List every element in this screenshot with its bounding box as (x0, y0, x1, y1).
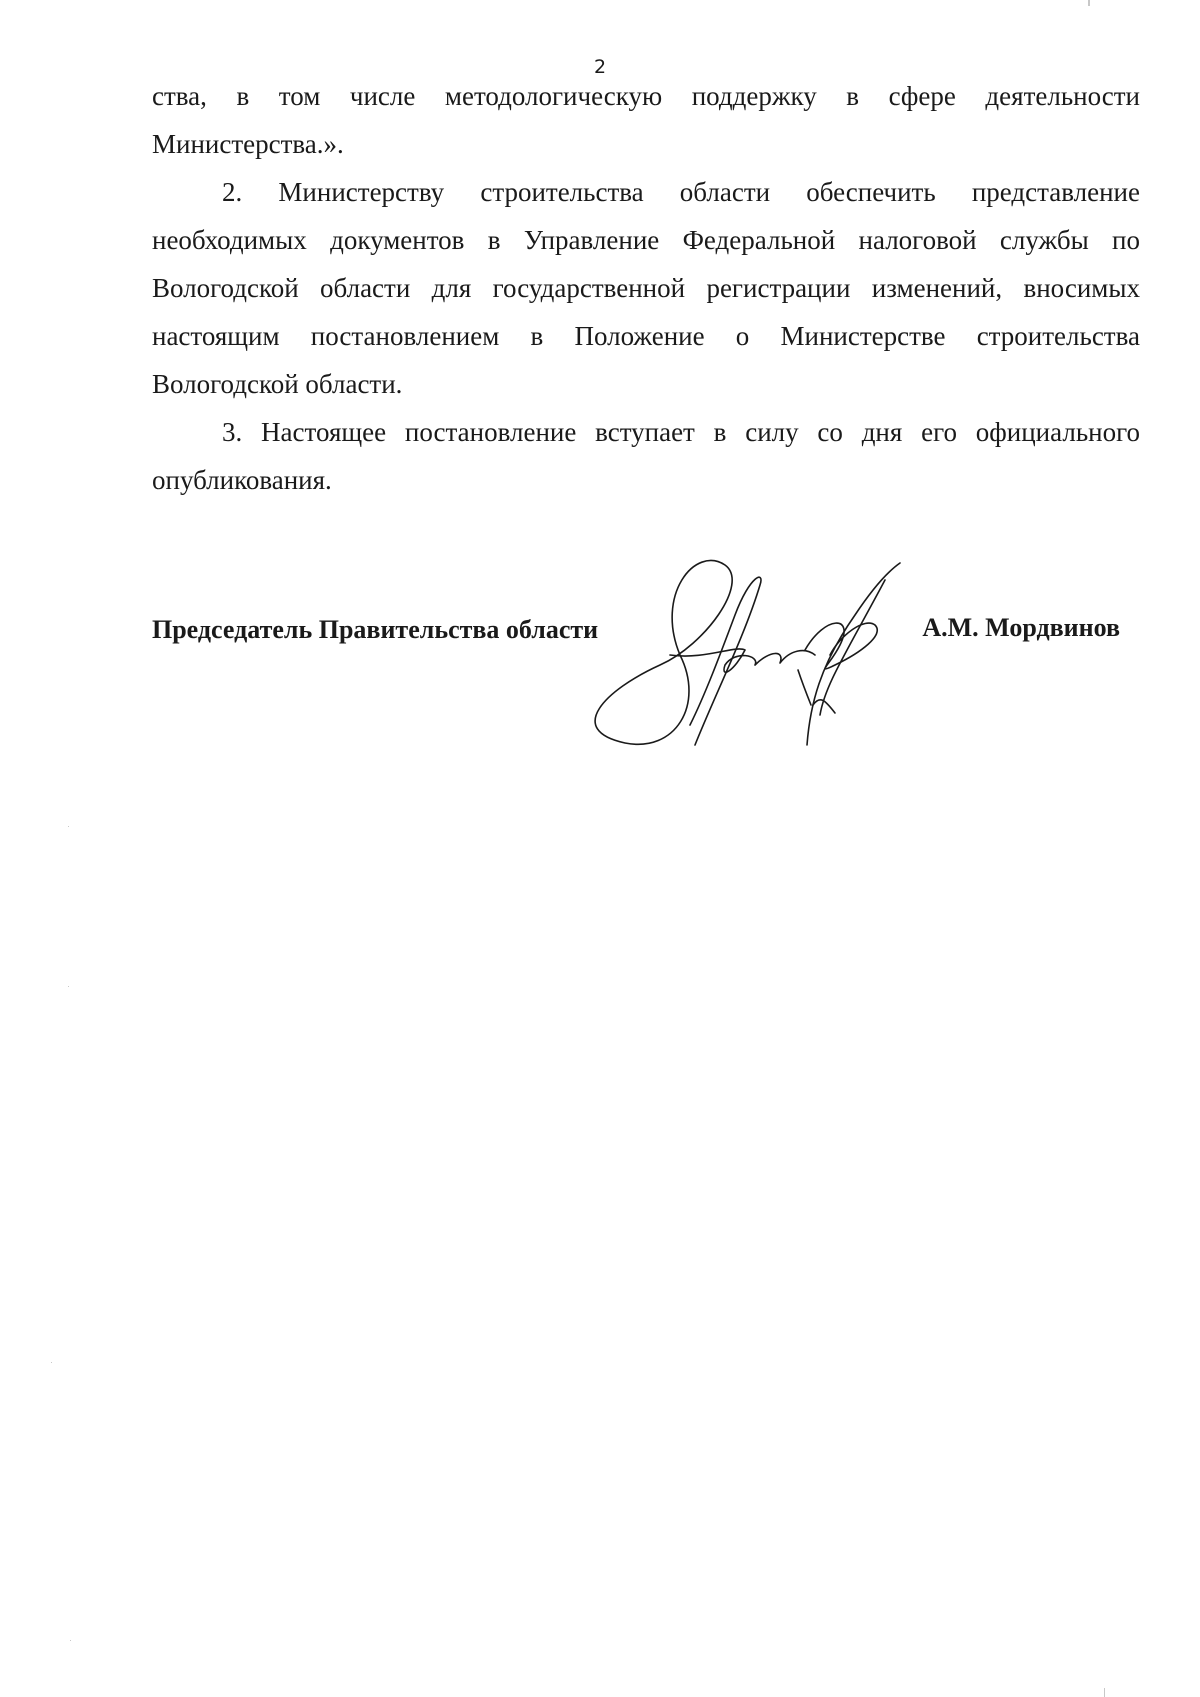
paragraph-item-2: 2. Министерству строительства области обеспечить представление необходимых документов в Управление Федеральной налоговой службы по Вологодской области для государственной регистрации изменений, вносимых настоящим постановлением в Положение о Министерстве строительства Вологодской области. (152, 177, 1140, 399)
scan-artifact-left-2 (68, 986, 69, 987)
scan-artifact-left-1 (68, 826, 69, 827)
paragraph-continuation: ства, в том числе методологическую поддержку в сфере деятельности Министерства.». (152, 81, 1140, 159)
signer-name: А.М. Мордвинов (922, 613, 1120, 642)
signer-title: Председатель Правительства области (152, 615, 599, 644)
page-number: 2 (593, 56, 607, 78)
scan-artifact-left-4 (70, 1640, 71, 1641)
handwritten-signature-icon (585, 555, 945, 755)
paragraph-item-3: 3. Настоящее постановление вступает в силу со дня его официального опубликования. (152, 417, 1140, 495)
scan-artifact-left-3 (51, 1362, 52, 1363)
scan-artifact-bottom-right (1104, 1688, 1105, 1697)
scan-artifact-top-right (1088, 0, 1090, 6)
document-body (152, 72, 1140, 504)
